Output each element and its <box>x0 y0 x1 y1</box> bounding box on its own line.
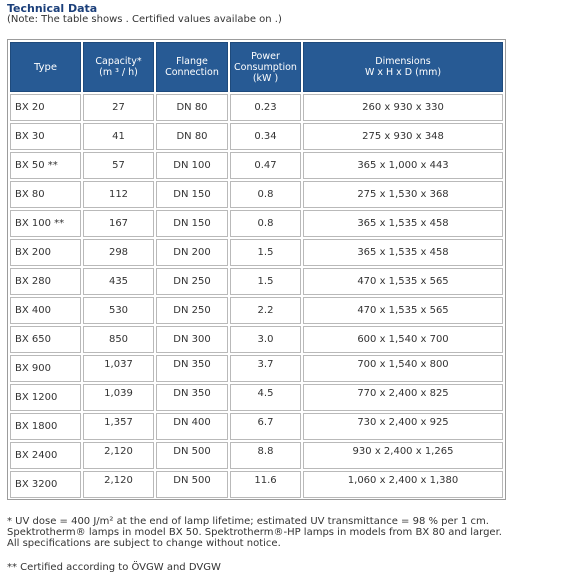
cell-dimensions: 770 x 2,400 x 825 <box>303 384 503 411</box>
table-row <box>10 268 503 295</box>
section-title: Technical Data <box>7 2 98 15</box>
cell-capacity: 435 <box>83 268 154 295</box>
cell-type: BX 1200 <box>10 384 81 411</box>
footnote-disclaimer: All specifications are subject to change without notice. <box>7 538 281 549</box>
cell-power: 0.8 <box>230 210 301 237</box>
cell-power: 0.8 <box>230 181 301 208</box>
header-power-line1: Power <box>251 50 280 62</box>
cell-capacity: 112 <box>83 181 154 208</box>
cell-capacity: 41 <box>83 123 154 150</box>
footnote-certified: ** Certified according to ÖVGW and DVGW <box>7 562 221 573</box>
cell-flange: DN 400 <box>156 413 228 440</box>
cell-type: BX 3200 <box>10 471 81 498</box>
table-row <box>10 152 503 179</box>
cell-dimensions: 1,060 x 2,400 x 1,380 <box>303 471 503 498</box>
cell-type: BX 100 ** <box>10 210 81 237</box>
table-row <box>10 384 503 411</box>
cell-dimensions: 470 x 1,535 x 565 <box>303 297 503 324</box>
cell-flange: DN 100 <box>156 152 228 179</box>
cell-capacity: 530 <box>83 297 154 324</box>
cell-flange: DN 200 <box>156 239 228 266</box>
cell-power: 1.5 <box>230 268 301 295</box>
cell-power: 0.23 <box>230 94 301 121</box>
header-dimensions <box>303 42 503 92</box>
cell-flange: DN 80 <box>156 94 228 121</box>
cell-capacity: 2,120 <box>83 442 154 469</box>
cell-type: BX 400 <box>10 297 81 324</box>
cell-capacity: 57 <box>83 152 154 179</box>
footnote-lamps: Spektrotherm® lamps in model BX 50. Spektrotherm®-HP lamps in models from BX 80 and larger. <box>7 527 502 538</box>
cell-type: BX 280 <box>10 268 81 295</box>
technical-data-table <box>7 39 506 500</box>
header-capacity-line1: Capacity* <box>95 56 142 67</box>
cell-type: BX 50 ** <box>10 152 81 179</box>
cell-power: 3.0 <box>230 326 301 353</box>
table-row <box>10 326 503 353</box>
cell-dimensions: 260 x 930 x 330 <box>303 94 503 121</box>
cell-power: 4.5 <box>230 384 301 411</box>
cell-capacity: 298 <box>83 239 154 266</box>
table-row <box>10 181 503 208</box>
cell-type: BX 30 <box>10 123 81 150</box>
cell-capacity: 850 <box>83 326 154 353</box>
table-header-row <box>10 42 503 92</box>
cell-capacity: 1,357 <box>83 413 154 440</box>
header-capacity-line2: (m ³ / h) <box>99 67 138 78</box>
cell-dimensions: 700 x 1,540 x 800 <box>303 355 503 382</box>
cell-capacity: 27 <box>83 94 154 121</box>
table-row <box>10 355 503 382</box>
table-body <box>10 94 503 498</box>
cell-power: 1.5 <box>230 239 301 266</box>
table-row <box>10 239 503 266</box>
cell-capacity: 1,039 <box>83 384 154 411</box>
cell-flange: DN 150 <box>156 181 228 208</box>
cell-flange: DN 300 <box>156 326 228 353</box>
footnote-uv-dose: * UV dose = 400 J/m² at the end of lamp lifetime; estimated UV transmittance = 98 % per 1 cm. <box>7 516 489 527</box>
header-power-line2: Consumption <box>234 61 297 73</box>
cell-flange: DN 350 <box>156 355 228 382</box>
cell-flange: DN 150 <box>156 210 228 237</box>
header-flange-line2: Connection <box>165 67 219 78</box>
cell-flange: DN 500 <box>156 471 228 498</box>
cell-type: BX 20 <box>10 94 81 121</box>
cell-power: 2.2 <box>230 297 301 324</box>
footnotes <box>7 516 562 549</box>
cell-dimensions: 365 x 1,000 x 443 <box>303 152 503 179</box>
cell-type: BX 200 <box>10 239 81 266</box>
table-row <box>10 94 503 121</box>
cell-dimensions: 275 x 930 x 348 <box>303 123 503 150</box>
cell-power: 6.7 <box>230 413 301 440</box>
cell-power: 0.34 <box>230 123 301 150</box>
header-power-line3: (kW ) <box>252 72 279 84</box>
cell-flange: DN 80 <box>156 123 228 150</box>
cell-capacity: 167 <box>83 210 154 237</box>
cell-dimensions: 275 x 1,530 x 368 <box>303 181 503 208</box>
cell-type: BX 900 <box>10 355 81 382</box>
cell-capacity: 2,120 <box>83 471 154 498</box>
cell-dimensions: 365 x 1,535 x 458 <box>303 239 503 266</box>
header-power <box>230 42 301 92</box>
cell-type: BX 80 <box>10 181 81 208</box>
cell-type: BX 650 <box>10 326 81 353</box>
table-row <box>10 123 503 150</box>
table-row <box>10 297 503 324</box>
header-dimensions-line1: Dimensions <box>375 56 431 67</box>
cell-flange: DN 350 <box>156 384 228 411</box>
table-row <box>10 471 503 498</box>
header-flange <box>156 42 228 92</box>
cell-dimensions: 600 x 1,540 x 700 <box>303 326 503 353</box>
cell-capacity: 1,037 <box>83 355 154 382</box>
table-row <box>10 413 503 440</box>
table-row <box>10 210 503 237</box>
cell-flange: DN 500 <box>156 442 228 469</box>
cell-power: 11.6 <box>230 471 301 498</box>
cell-power: 3.7 <box>230 355 301 382</box>
header-type: Type <box>10 42 81 92</box>
header-capacity <box>83 42 154 92</box>
cell-dimensions: 730 x 2,400 x 925 <box>303 413 503 440</box>
cell-flange: DN 250 <box>156 268 228 295</box>
cell-type: BX 1800 <box>10 413 81 440</box>
header-dimensions-line2: W x H x D (mm) <box>364 67 442 78</box>
cell-dimensions: 470 x 1,535 x 565 <box>303 268 503 295</box>
table-row <box>10 442 503 469</box>
cell-power: 0.47 <box>230 152 301 179</box>
cell-power: 8.8 <box>230 442 301 469</box>
table-note: (Note: The table shows . Certified values availabe on .) <box>7 14 282 25</box>
header-flange-line1: Flange <box>176 56 208 67</box>
cell-dimensions: 365 x 1,535 x 458 <box>303 210 503 237</box>
cell-flange: DN 250 <box>156 297 228 324</box>
cell-type: BX 2400 <box>10 442 81 469</box>
cell-dimensions: 930 x 2,400 x 1,265 <box>303 442 503 469</box>
